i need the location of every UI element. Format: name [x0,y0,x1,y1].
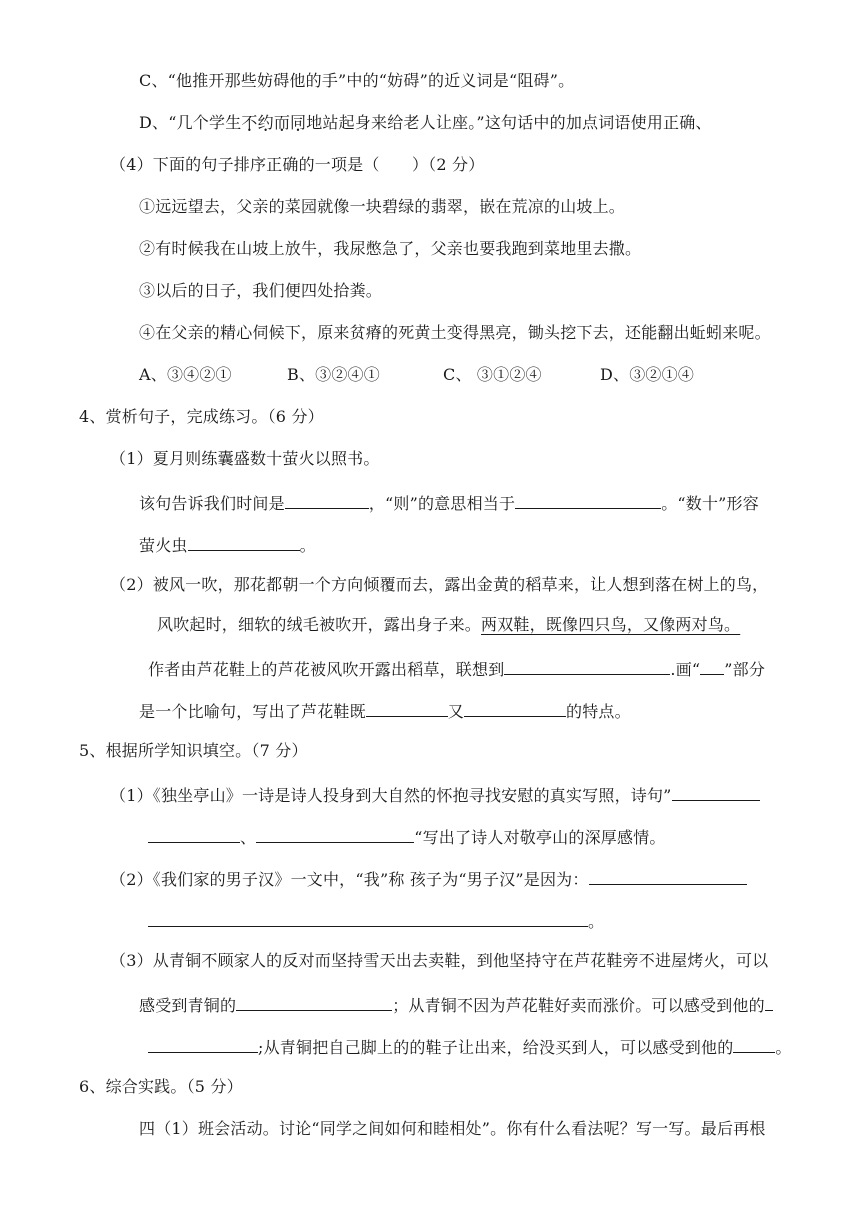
question-4-title: 4、赏析句子，完成练习。（6 分） [79,407,324,426]
answer-options [139,365,694,385]
answer-blank[interactable] [188,533,300,551]
option-d: D、③②①④ [600,365,695,384]
fill-text: ”部分 [724,660,766,679]
answer-blank[interactable] [256,825,414,843]
answer-blank[interactable] [504,657,670,675]
option-c: C、 ③①②④ [443,365,542,384]
fill-text: ;从青铜把自己脚上的的鞋子让出来，给没买到人，可以感受到他的 [258,1038,734,1057]
question-5-title: 5、根据所学知识填空。（7 分） [79,741,308,760]
fill-text: 萤火虫 [139,536,188,555]
answer-blank[interactable] [366,699,448,717]
q5-part-2 [110,867,747,890]
fill-text: 的特点。 [566,702,631,721]
q4-part-2-fill [148,657,765,680]
passage-text: 风吹起时，细软的绒毛被吹开，露出身子来。 [157,615,482,634]
q5-part-2-cont [148,909,604,932]
answer-blank[interactable] [672,783,760,801]
q5-part-1 [110,783,760,806]
fill-text: “写出了诗人对敬亭山的深厚感情。 [414,828,666,847]
option-c-text: C、“他推开那些妨碍他的手”中的“妨碍”的近义词是“阻碍”。 [139,71,575,90]
sentence-4: ④在父亲的精心伺候下，原来贫瘠的死黄土变得黑亮，锄头挖下去，还能翻出蚯蚓来呢。 [139,323,771,342]
fill-text: 。“数十”形容 [661,494,759,513]
fill-text: （1）《独坐亭山》一诗是诗人投身到大自然的怀抱寻找安慰的真实写照，诗句” [110,786,672,805]
answer-blank[interactable] [236,993,392,1011]
answer-blank[interactable] [765,993,773,1011]
fill-text: 。 [775,1038,792,1057]
underlined-sentence: 两双鞋，既像四只鸟，又像两对鸟。 [481,615,741,634]
sub-question-4-title: （4）下面的句子排序正确的一项是（ ）（2 分） [110,155,485,174]
q4-part-1-fill-cont [139,533,316,556]
option-d-prefix: D、“几个学生 [139,113,242,132]
dotted-char: 而 [273,113,291,132]
answer-blank[interactable] [285,491,369,509]
answer-blank[interactable] [148,909,588,927]
fill-text: 感受到青铜的 [139,996,237,1015]
q4-part-1: （1）夏月则练囊盛数十萤火以照书。 [110,449,380,468]
fill-text: 是一个比喻句，写出了芦花鞋既 [139,702,366,721]
option-b: B、③②④① [287,365,380,384]
answer-blank[interactable] [148,1035,258,1053]
fill-text: （2）《我们家的男子汉》一文中，“我”称 孩子为“男子汉”是因为： [110,870,589,889]
option-d-suffix: 地站起身来给老人让座。”这句话中的加点词语使用正确、 [306,113,712,132]
fill-text: 该句告诉我们时间是 [139,494,285,513]
answer-blank[interactable] [464,699,566,717]
fill-text: ，“则”的意思相当于 [368,494,516,513]
answer-blank[interactable] [148,825,240,843]
question-6-title: 6、综合实践。（5 分） [79,1077,243,1096]
answer-blank[interactable] [700,657,724,675]
fill-text: ；从青铜不因为芦花鞋好卖而涨价。可以感受到他的 [392,996,765,1015]
q4-part-2: （2）被风一吹，那花都朝一个方向倾覆而去，露出金黄的稻草来，让人想到落在树上的鸟， [110,575,769,594]
answer-blank[interactable] [733,1035,775,1053]
answer-blank[interactable] [589,867,747,885]
q5-part-3-fill [139,993,773,1016]
option-d-text [139,113,712,133]
answer-blank[interactable] [515,491,661,509]
q5-part-3-fill-cont [148,1035,792,1058]
fill-text: 作者由芦花鞋上的芦花被风吹开露出稻草，联想到 [148,660,505,679]
option-a: A、③④②① [139,365,232,384]
sentence-3: ③以后的日子，我们便四处拾粪。 [139,281,383,300]
sentence-2: ②有时候我在山坡上放牛，我尿憋急了，父亲也要我跑到菜地里去撒。 [139,239,642,258]
fill-text: 、 [240,828,257,847]
q4-part-1-fill [139,491,759,514]
dotted-char: 同 [290,113,307,132]
dotted-char: 约 [257,113,274,132]
fill-text: .画“ [670,660,701,679]
fill-text: 。 [588,912,605,931]
dotted-char: 不 [241,113,258,132]
q4-part-2-fill-cont [139,699,631,722]
fill-text: 又 [447,702,465,721]
sentence-1: ①远远望去，父亲的菜园就像一块碧绿的翡翠，嵌在荒凉的山坡上。 [139,197,626,216]
q5-part-1-cont [148,825,666,848]
fill-text: 。 [299,536,316,555]
q5-part-3: （3）从青铜不顾家人的反对而坚持雪天出去卖鞋，到他坚持守在芦花鞋旁不进屋烤火，可以 [110,951,769,970]
q4-part-2-cont [157,615,748,635]
q6-prompt: 四（1）班会活动。讨论“同学之间如何和睦相处”。你有什么看法呢？写一写。最后再根 [139,1119,766,1138]
